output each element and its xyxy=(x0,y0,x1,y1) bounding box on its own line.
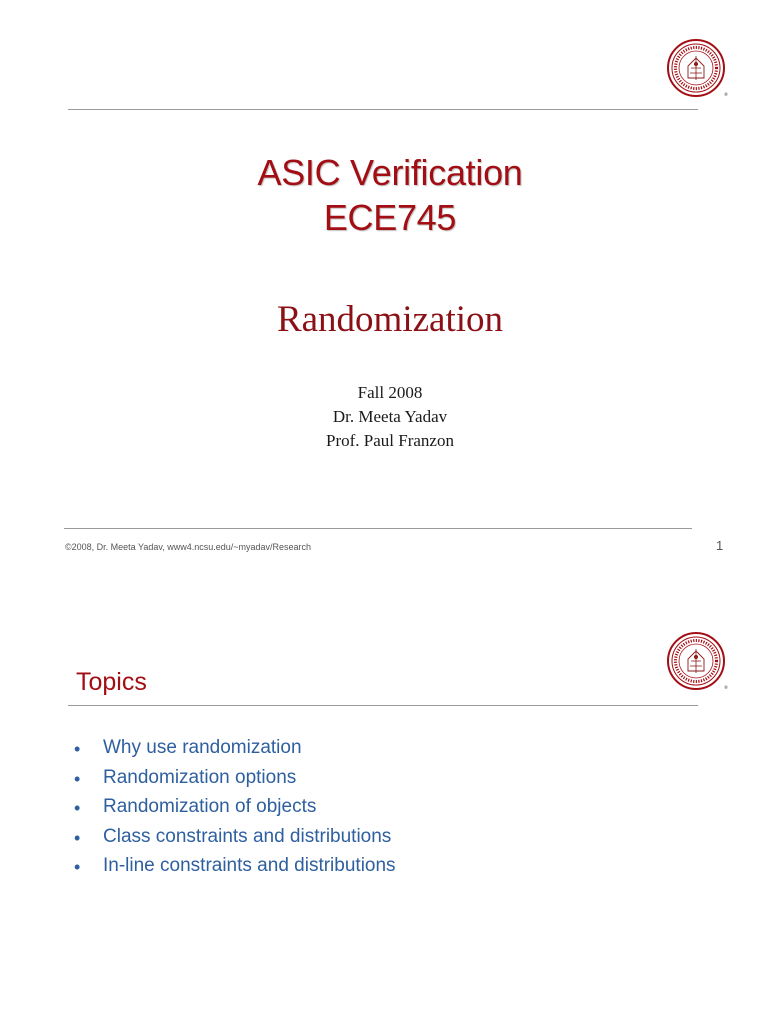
svg-text:®: ® xyxy=(724,92,728,97)
topics-heading: Topics xyxy=(76,668,147,696)
topics-slide xyxy=(0,610,768,1024)
list-item-text: Class constraints and distributions xyxy=(103,825,392,847)
bullet-icon: • xyxy=(74,798,81,818)
university-seal-icon xyxy=(666,38,726,98)
list-item-text: Why use randomization xyxy=(103,737,302,758)
page-number: 1 xyxy=(716,538,724,553)
bullet-icon: • xyxy=(74,827,81,848)
header-rule xyxy=(68,705,698,706)
bullet-icon: • xyxy=(74,739,81,759)
svg-text:®: ® xyxy=(724,685,728,690)
bullet-icon: • xyxy=(74,768,81,789)
instructor-2-text: Prof. Paul Franzon xyxy=(326,431,454,450)
list-item-text: In-line constraints and distributions xyxy=(103,855,396,876)
term-text: Fall 2008 xyxy=(357,383,423,402)
instructor-1-text: Dr. Meeta Yadav xyxy=(332,407,448,426)
footer-rule xyxy=(64,528,692,529)
slide-title-line2: ECE745 xyxy=(323,197,457,238)
list-item-text: Randomization of objects xyxy=(103,796,317,817)
bullet-icon: • xyxy=(74,857,81,877)
slide-title-line1: ASIC Verification xyxy=(257,152,523,193)
footer-copyright: ©2008, Dr. Meeta Yadav, www4.ncsu.edu/~myadav/Research xyxy=(65,542,312,552)
university-seal-icon xyxy=(666,631,726,691)
slide-subtitle: Randomization xyxy=(276,299,504,340)
list-item-text: Randomization options xyxy=(103,766,297,788)
header-rule xyxy=(68,109,698,110)
